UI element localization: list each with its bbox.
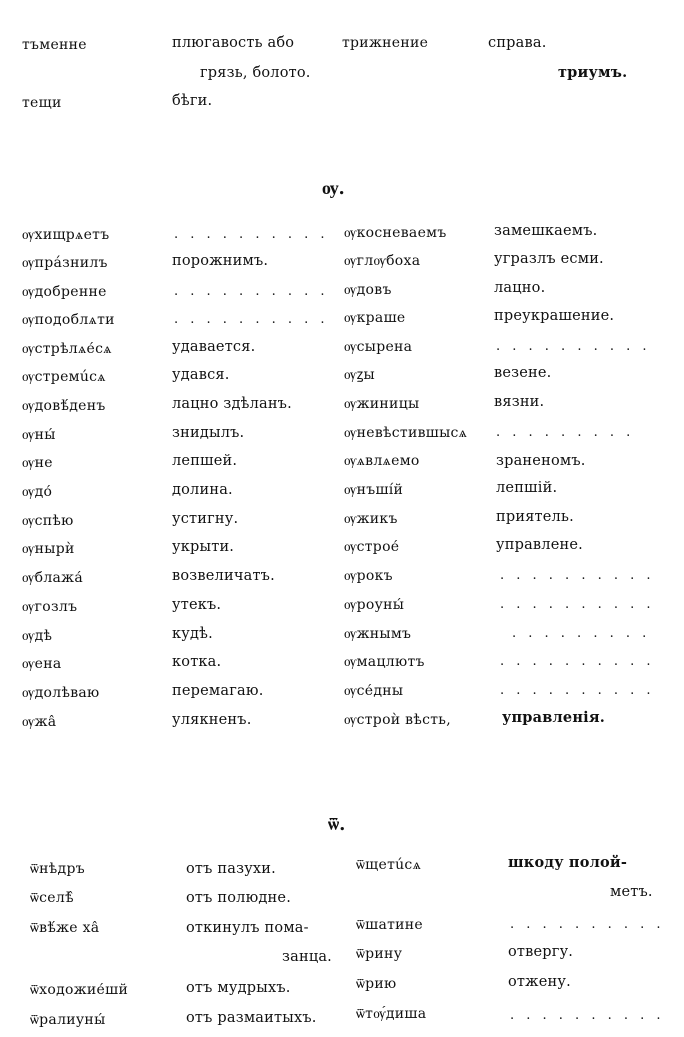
entry-gloss: котка. bbox=[172, 654, 222, 670]
entry-word: ѹдо́ bbox=[22, 484, 53, 500]
entry-gloss: перемагаю. bbox=[172, 683, 264, 699]
entry-word: ѹдовъ bbox=[344, 282, 392, 298]
entry-word: ѹсе́дны bbox=[344, 683, 404, 699]
entry-gloss: отъ мудрыхъ. bbox=[186, 980, 291, 996]
entry-word: ѹстрѣлѧе́сѧ bbox=[22, 341, 112, 357]
entry-word: ѹглѹбоха bbox=[344, 253, 421, 269]
entry-gloss: отвергу. bbox=[508, 944, 574, 960]
entry-gloss: управлене. bbox=[496, 537, 583, 553]
entry-gloss: отжену. bbox=[508, 974, 571, 990]
entry-word: ѹжикъ bbox=[344, 511, 398, 527]
entry-gloss: управленія. bbox=[502, 709, 606, 726]
entry-gloss: откинулъ пома- bbox=[186, 920, 309, 936]
entry-gloss: кудѣ. bbox=[172, 626, 213, 642]
entry-word: ѹꙁы bbox=[344, 367, 375, 383]
entry-gloss: утекъ. bbox=[172, 597, 222, 613]
entry-gloss: приятель. bbox=[496, 509, 574, 525]
entry-gloss: . . . . . . . . . . bbox=[174, 312, 329, 327]
entry-gloss: . . . . . . . . . . bbox=[496, 339, 651, 354]
entry-gloss: отъ полюдне. bbox=[186, 890, 291, 906]
entry-gloss: . . . . . . . . . bbox=[496, 425, 635, 440]
entry-word: ѹсырена bbox=[344, 339, 413, 355]
entry-gloss: улякненъ. bbox=[172, 712, 252, 728]
entry-word: ѹдобренне bbox=[22, 284, 107, 300]
entry-word: ѹстрое́ bbox=[344, 539, 400, 555]
entry-word: ѹне bbox=[22, 455, 53, 471]
entry-gloss: . . . . . . . . . . bbox=[510, 1008, 665, 1023]
entry-word: ѹхищрѧетъ bbox=[22, 227, 110, 243]
entry-gloss: лацно здѣланъ. bbox=[172, 396, 292, 412]
entry-gloss: . . . . . . . . . . bbox=[500, 683, 655, 698]
entry-gloss: угразлъ есми. bbox=[494, 251, 604, 267]
entry-word: ѿвѣ́же ха̂ bbox=[30, 920, 100, 936]
entry-gloss: вязни. bbox=[494, 394, 545, 410]
entry-word: тъменне bbox=[22, 37, 87, 53]
entry-gloss: . . . . . . . . . . bbox=[500, 654, 655, 669]
entry-word: ѿселѣ̂ bbox=[30, 890, 74, 906]
entry-word: ѹена bbox=[22, 656, 62, 672]
entry-word: ѹны́ bbox=[22, 427, 56, 443]
entry-gloss: плюгавость або bbox=[172, 35, 295, 51]
entry-word: ѹжнымъ bbox=[344, 626, 412, 642]
section-heading-u: ѹ. bbox=[322, 178, 345, 199]
entry-word: ѹстроѝ вѣсть, bbox=[344, 712, 451, 728]
entry-gloss: порожнимъ. bbox=[172, 253, 269, 269]
entry-word: ѹдѣ bbox=[22, 628, 53, 644]
entry-gloss: отъ размаитыхъ. bbox=[186, 1010, 317, 1026]
entry-gloss: лацно. bbox=[494, 280, 546, 296]
entry-word: ѹблажа́ bbox=[22, 570, 84, 586]
entry-gloss: бѣги. bbox=[172, 93, 213, 109]
entry-word: ѹневѣстившысѧ bbox=[344, 425, 468, 441]
entry-gloss: устигну. bbox=[172, 511, 239, 527]
entry-word: ѹѧвлѧемо bbox=[344, 453, 420, 469]
entry-gloss: . . . . . . . . . . bbox=[174, 284, 329, 299]
entry-gloss: . . . . . . . . . . bbox=[174, 227, 329, 242]
entry-word: трижнение bbox=[342, 35, 429, 51]
entry-gloss: удався. bbox=[172, 367, 230, 383]
entry-gloss: лепшій. bbox=[496, 480, 558, 496]
entry-gloss: зраненомъ. bbox=[496, 453, 586, 469]
entry-word: ѿщетúсѧ bbox=[356, 857, 422, 873]
entry-gloss: долина. bbox=[172, 482, 233, 498]
entry-gloss: . . . . . . . . . . bbox=[510, 917, 665, 932]
entry-word: ѹмацлютъ bbox=[344, 654, 425, 670]
entry-word: ѹроуны́ bbox=[344, 597, 405, 613]
entry-word: тещи bbox=[22, 95, 62, 111]
section-heading-ot: ѿ. bbox=[328, 814, 346, 835]
entry-word: ѿтѹ́диша bbox=[356, 1006, 427, 1022]
entry-word: ѿшатине bbox=[356, 917, 424, 933]
entry-word: ѹподоблѧти bbox=[22, 312, 115, 328]
entry-word: ѿралиуны́ bbox=[30, 1012, 106, 1028]
entry-gloss: триумъ. bbox=[558, 64, 628, 81]
entry-word: ѿходожие́шй bbox=[30, 982, 129, 998]
entry-gloss: . . . . . . . . . . bbox=[500, 568, 655, 583]
entry-gloss: замешкаемъ. bbox=[494, 223, 598, 239]
entry-word: ѹпрáзнилъ bbox=[22, 255, 108, 271]
entry-gloss: везене. bbox=[494, 365, 552, 381]
entry-gloss: укрыти. bbox=[172, 539, 235, 555]
entry-word: ѹжа̂ bbox=[22, 714, 57, 730]
entry-word: ѹгозлъ bbox=[22, 599, 78, 615]
entry-gloss: знидылъ. bbox=[172, 425, 245, 441]
entry-word: ѹстремúсѧ bbox=[22, 369, 106, 385]
entry-gloss: отъ пазухи. bbox=[186, 861, 276, 877]
entry-gloss: занца. bbox=[282, 949, 332, 965]
entry-gloss: преукрашение. bbox=[494, 308, 615, 324]
entry-gloss: метъ. bbox=[610, 884, 653, 900]
entry-word: ѹдовѣ́денъ bbox=[22, 398, 106, 414]
entry-gloss: возвеличатъ. bbox=[172, 568, 275, 584]
entry-word: ѹжиницы bbox=[344, 396, 420, 412]
entry-word: ѹдолѣваю bbox=[22, 685, 100, 701]
entry-gloss: шкоду полой- bbox=[508, 854, 628, 871]
entry-word: ѿрию bbox=[356, 976, 397, 992]
entry-word: ѿнѣдръ bbox=[30, 861, 85, 877]
entry-gloss: . . . . . . . . . bbox=[512, 626, 651, 641]
entry-word: ѹнырѝ bbox=[22, 541, 75, 557]
entry-gloss: удавается. bbox=[172, 339, 256, 355]
entry-gloss: грязь, болото. bbox=[200, 65, 311, 81]
entry-gloss: . . . . . . . . . . bbox=[500, 597, 655, 612]
entry-word: ѿрину bbox=[356, 946, 403, 962]
entry-word: ѹнъшíй bbox=[344, 482, 404, 498]
entry-gloss: лепшей. bbox=[172, 453, 238, 469]
entry-word: ѹкраше bbox=[344, 310, 406, 326]
entry-gloss: справа. bbox=[488, 35, 547, 51]
entry-word: ѹкосневаемъ bbox=[344, 225, 447, 241]
entry-word: ѹспѣю bbox=[22, 513, 74, 529]
entry-word: ѹрокъ bbox=[344, 568, 393, 584]
